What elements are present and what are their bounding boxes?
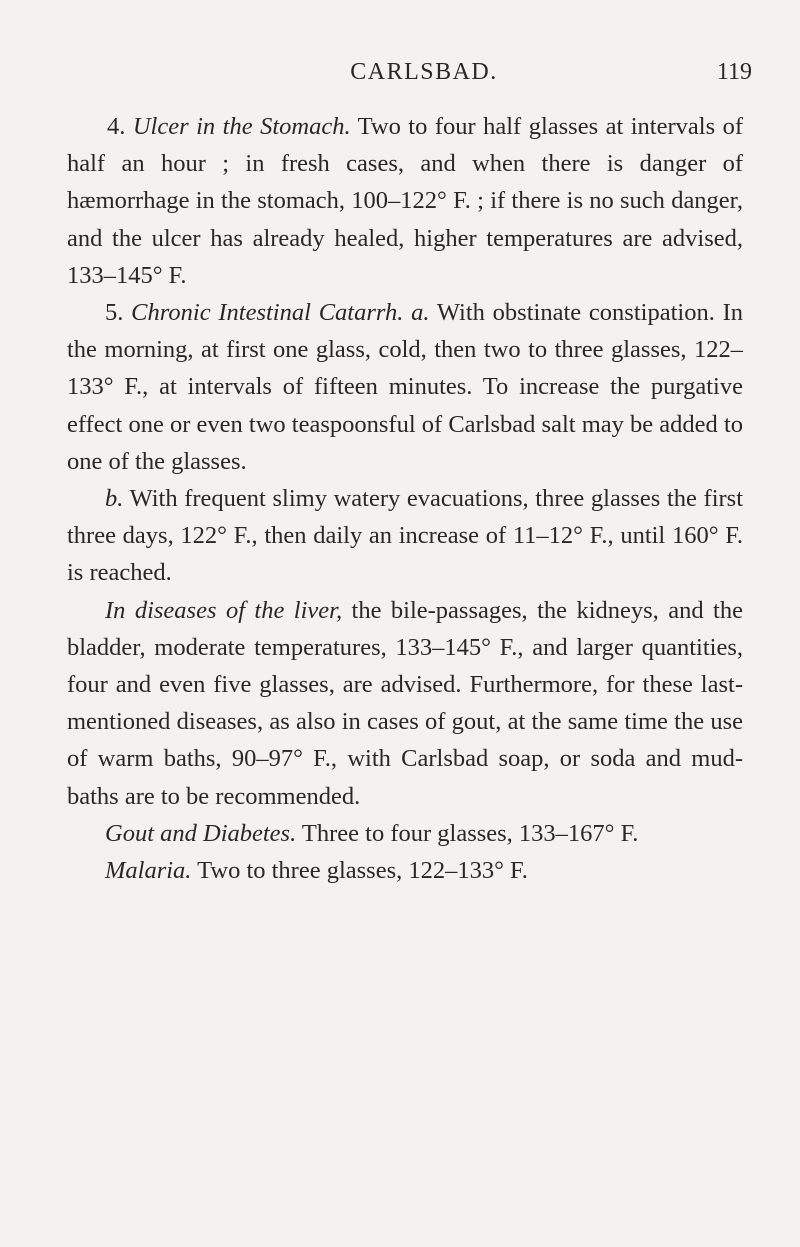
paragraph-ulcer-stomach	[67, 108, 743, 294]
paragraph-text: With obstinate constipation. In the morning, at first one glass, cold, then two to three glasses, 122–133° F., at intervals of fifteen minutes. To increase the purgative effect one or even two teaspoonsful of Carlsbad salt may be added to one of the glasses.	[67, 299, 744, 475]
section-heading: Malaria.	[105, 857, 192, 885]
section-heading: Chronic Intestinal Catarrh.	[131, 299, 404, 327]
subsection-marker: b.	[105, 485, 124, 513]
paragraph-text: the bile-passages, the kidneys, and the bladder, moderate temperatures, 133–145° F., and larger quantities, four and even five glasses, are advised. Furthermore, for these last-mentioned diseases, as also in cases of gout, at the same time the use of warm baths, 90–97° F., with Carlsbad soap, or soda and mud-baths are to be recommended.	[67, 596, 743, 810]
paragraph-text: Two to four half glasses at intervals of half an hour ; in fresh cases, and when there is danger of hæmorrhage in the stomach, 100–122° F. ; if there is no such danger, and the ulcer has already healed, higher temperatures are advised, 133–145° F.	[67, 113, 743, 289]
item-number: 5.	[105, 299, 132, 327]
page-number: 119	[716, 59, 752, 85]
body-text	[67, 108, 743, 889]
running-head	[96, 54, 752, 90]
section-heading: Gout and Diabetes.	[105, 819, 297, 847]
paragraph-chronic-catarrh	[67, 294, 743, 480]
paragraph-liver-diseases	[67, 592, 743, 815]
paragraph-text: With frequent slimy watery evacuations, three glasses the first three days, 122° F., then daily an increase of 11–12° F., until 160° F. is reached.	[67, 485, 743, 587]
paragraph-text: Three to four glasses, 133–167° F.	[296, 819, 639, 847]
section-heading: Ulcer in the Stomach.	[132, 113, 351, 140]
paragraph-text: Two to three glasses, 122–133° F.	[191, 857, 528, 885]
paragraph-malaria	[67, 852, 743, 889]
item-number: 4.	[107, 113, 133, 140]
section-heading: In diseases of the liver,	[105, 596, 343, 624]
running-title: CARLSBAD.	[350, 59, 498, 85]
paragraph-gout-diabetes	[67, 815, 743, 852]
subsection-marker: a.	[403, 299, 430, 327]
paragraph-watery-evacuations	[67, 480, 743, 592]
